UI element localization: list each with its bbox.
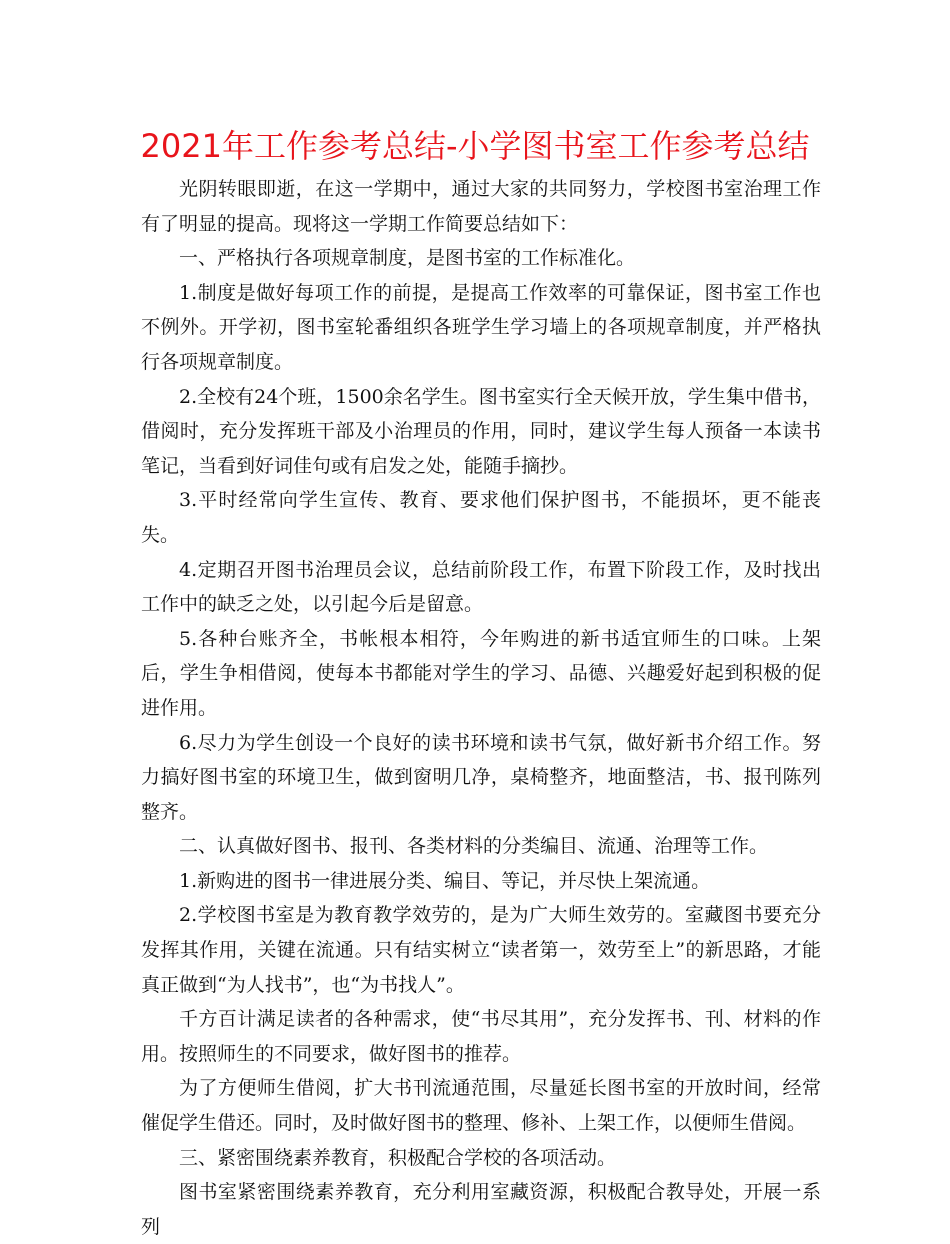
paragraph: 1.制度是做好每项工作的前提，是提高工作效率的可靠保证，图书室工作也不例外。开学初，图书室轮番组织各班学生学习墙上的各项规章制度，并严格执行各项规章制度。 [141,281,821,373]
paragraph: 图书室紧密围绕素养教育，充分利用室藏资源，积极配合教导处，开展一系列 [141,1181,821,1238]
document-body [141,172,821,1244]
paragraph: 5.各种台账齐全，书帐根本相符，今年购进的新书适宜师生的口味。上架后，学生争相借阅，使每本书都能对学生的学习、品德、兴趣爱好起到积极的促进作用。 [141,627,821,719]
paragraph: 4.定期召开图书治理员会议，总结前阶段工作，布置下阶段工作，及时找出工作中的缺乏之处，以引起今后是留意。 [141,558,821,616]
section-heading-1: 一、严格执行各项规章制度，是图书室的工作标准化。 [179,247,636,270]
section-heading-2: 二、认真做好图书、报刊、各类材料的分类编目、流通、治理等工作。 [179,835,769,858]
paragraph: 3.平时经常向学生宣传、教育、要求他们保护图书，不能损坏，更不能丧失。 [141,489,821,546]
section-heading-3: 三、紧密围绕素养教育，积极配合学校的各项活动。 [179,1146,617,1169]
paragraph: 2.学校图书室是为教育教学效劳的，是为广大师生效劳的。室藏图书要充分发挥其作用，关键在流通。只有结实树立“读者第一，效劳至上”的新思路，才能真正做到“为人找书”，也“为书找人”。 [141,904,821,996]
paragraph: 2.全校有24个班，1500余名学生。图书室实行全天候开放，学生集中借书，借阅时，充分发挥班干部及小治理员的作用，同时，建议学生每人预备一本读书笔记，当看到好词佳句或有启发之处，能随手摘抄。 [141,385,821,477]
paragraph: 1.新购进的图书一律进展分类、编目、等记，并尽快上架流通。 [179,869,711,892]
paragraph-intro: 光阴转眼即逝，在这一学期中，通过大家的共同努力，学校图书室治理工作有了明显的提高。现将这一学期工作简要总结如下： [141,178,821,235]
paragraph: 千方百计满足读者的各种需求，使“书尽其用”，充分发挥书、刊、材料的作用。按照师生的不同要求，做好图书的推荐。 [141,1008,821,1065]
document-title: 2021年工作参考总结-小学图书室工作参考总结 [140,127,810,165]
paragraph: 为了方便师生借阅，扩大书刊流通范围，尽量延长图书室的开放时间，经常催促学生借还。同时，及时做好图书的整理、修补、上架工作，以便师生借阅。 [141,1077,821,1135]
paragraph: 6.尽力为学生创设一个良好的读书环境和读书气氛，做好新书介绍工作。努力搞好图书室的环境卫生，做到窗明几净，桌椅整齐，地面整洁，书、报刊陈列整齐。 [141,731,821,823]
